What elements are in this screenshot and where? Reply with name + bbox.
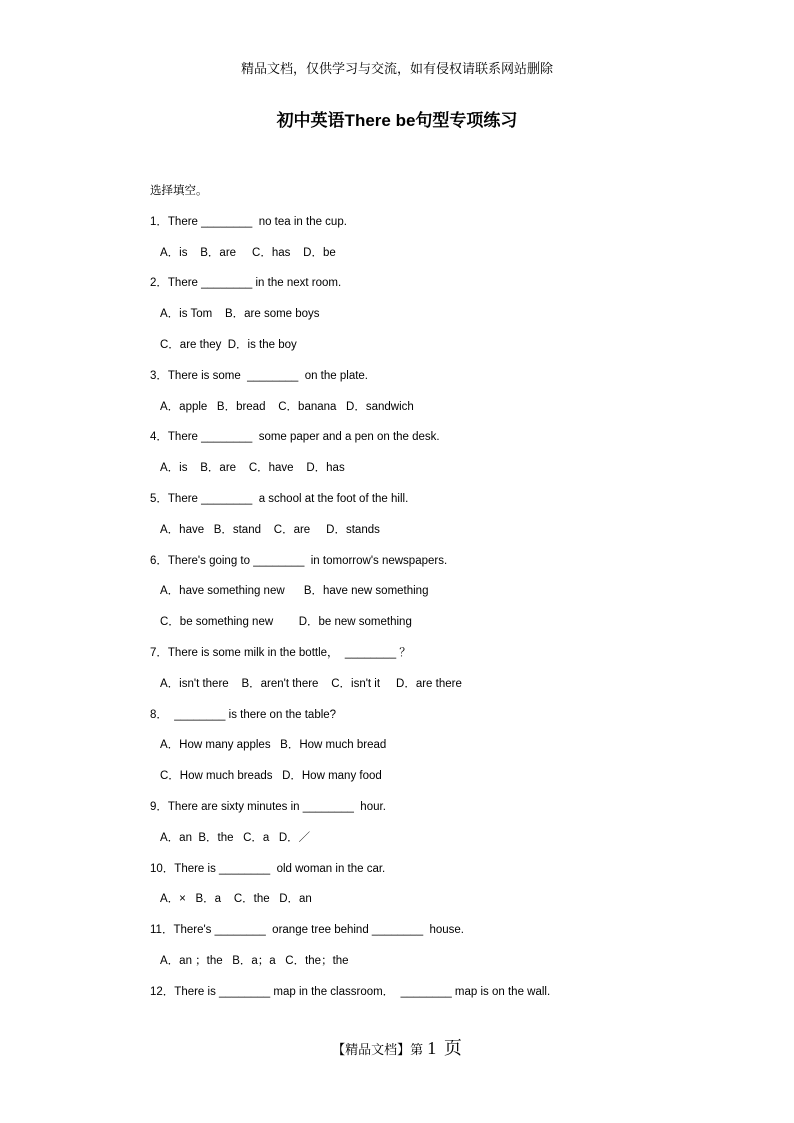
question-stem: 1．There ________ no tea in the cup. xyxy=(150,215,347,228)
answer-options: C．are they D．is the boy xyxy=(160,338,297,351)
answer-options: C．be something new D．be new something xyxy=(160,616,412,629)
question-list xyxy=(150,212,710,1013)
page-footer xyxy=(0,1034,794,1060)
question-stem: 6．There's going to ________ in tomorrow's newspapers. xyxy=(150,554,448,567)
answer-options: A．isn't there B．aren't there C．isn't it D．are there xyxy=(160,677,462,690)
exercise-body xyxy=(150,181,710,1013)
answer-options: A．is B．are C．has D．be xyxy=(160,246,336,259)
answer-options: C．How much breads D．How many food xyxy=(160,770,382,783)
answer-options: A．an B．the C．a D．／ xyxy=(160,831,311,844)
footer-tag: 【精品文档】第 xyxy=(332,1042,424,1057)
answer-options: A．× B．a C．the D．an xyxy=(160,893,312,906)
instruction: 选择填空。 xyxy=(150,185,208,197)
answer-options: A．an ；the B．a；a C．the；the xyxy=(160,954,349,967)
footer-suffix: 页 xyxy=(443,1038,462,1058)
question-stem: 7．There is some milk in the bottle， ________ ？ xyxy=(150,646,411,659)
question-stem: 9．There are sixty minutes in ________ hour. xyxy=(150,800,386,813)
answer-options: A．apple B．bread C．banana D．sandwich xyxy=(160,400,414,413)
question-stem: 3．There is some ________ on the plate. xyxy=(150,369,369,382)
question-stem: 4．There ________ some paper and a pen on the desk. xyxy=(150,431,440,444)
question-stem: 10．There is ________ old woman in the car. xyxy=(150,862,386,875)
answer-options: A．is Tom B．are some boys xyxy=(160,308,320,321)
answer-options: A．is B．are C．have D．has xyxy=(160,462,345,475)
answer-options: A．have B．stand C．are D．stands xyxy=(160,523,380,536)
question-stem: 11．There's ________ orange tree behind ________ house. xyxy=(150,924,465,937)
question-stem: 2．There ________ in the next room. xyxy=(150,277,342,290)
question-stem: 8． ________ is there on the table? xyxy=(150,708,337,721)
header-note: 精品文档，仅供学习与交流，如有侵权请联系网站删除 xyxy=(240,61,553,76)
question-stem: 5．There ________ a school at the foot of the hill. xyxy=(150,492,409,505)
question-stem: 12．There is ________ map in the classroom． ________ map is on the wall. xyxy=(150,985,551,998)
page-number: 1 xyxy=(427,1038,437,1058)
answer-options: A．How many apples B．How much bread xyxy=(160,739,387,752)
page-title: 初中英语There be句型专项练习 xyxy=(276,111,518,130)
answer-options: A．have something new B．have new something xyxy=(160,585,429,598)
